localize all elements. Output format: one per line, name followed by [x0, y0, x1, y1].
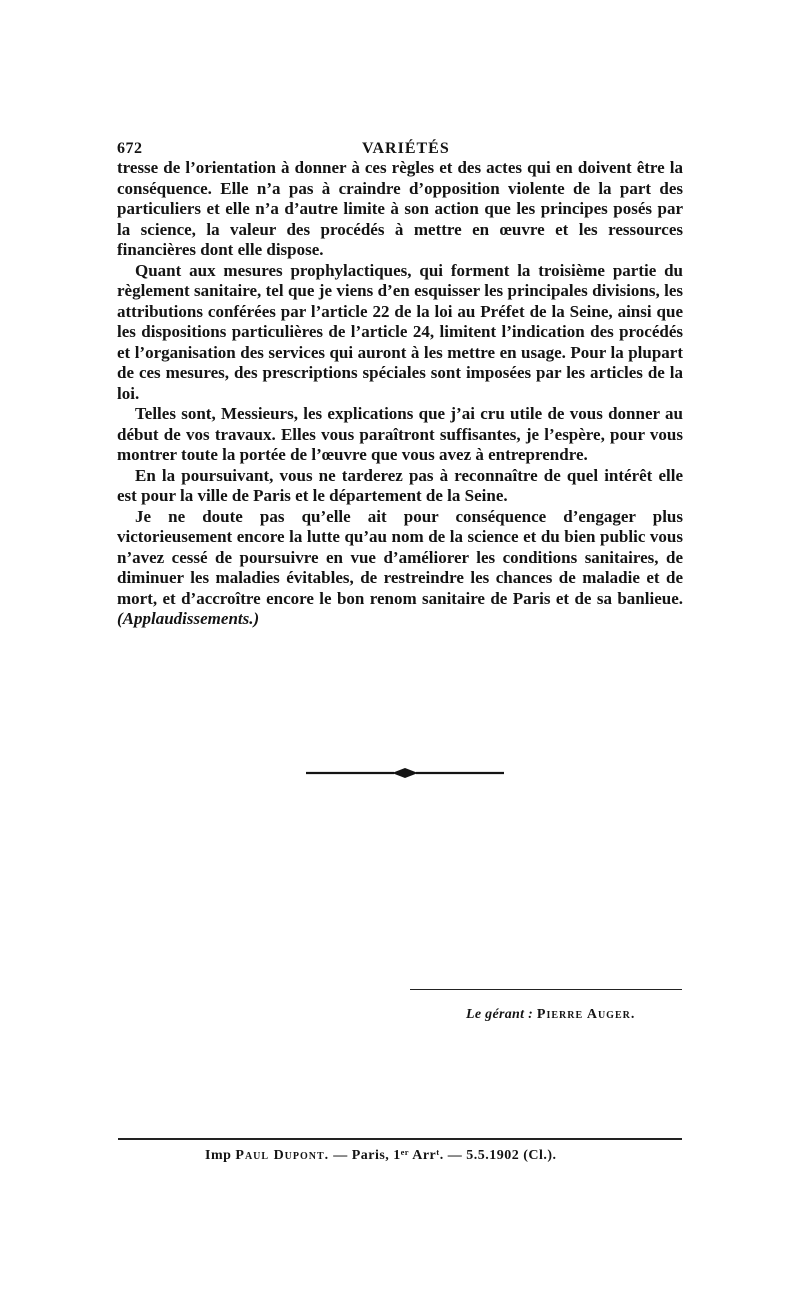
imprint-rule	[118, 1138, 682, 1140]
imprint-printer: Paul Dupont.	[235, 1148, 330, 1163]
signature-label: Le gérant :	[466, 1007, 534, 1022]
running-head: VARIÉTÉS	[362, 140, 450, 157]
paragraph-2: Quant aux mesures prophylactiques, qui forment la troisième partie du règlement sanitaire, tel que je viens d’en esquisser les principales divisions, les attributions conférées par l’article 22 de la loi au Préfet de la Seine, ainsi que les dispositions particulières de l’article 24, limitent l’indication des procédés et l’organisation des services qui auront à les mettre en usage. Pour la plupart de ces mesures, des prescriptions spéciales sont imposées par les articles de la loi.	[117, 260, 683, 403]
paragraph-1: tresse de l’orientation à donner à ces règles et des actes qui en doivent être la conséquence. Elle n’a pas à craindre d’opposition violente de la part des particuliers et elle n’a d’autre limite à son action que les principes posés par la science, la valeur des procédés à mettre en œuvre et les ressources financières dont elle dispose.	[117, 158, 683, 259]
imprint-line	[205, 1148, 557, 1164]
body-text	[117, 158, 683, 630]
paragraph-4: En la poursuivant, vous ne tarderez pas à reconnaître de quel intérêt elle est pour la ville de Paris et le département de la Seine.	[117, 465, 683, 505]
paragraph-5	[117, 507, 683, 630]
signature-line	[466, 1007, 635, 1023]
paragraph-3: Telles sont, Messieurs, les explications que j’ai cru utile de vous donner au début de vos travaux. Elles vous paraîtront suffisantes, je l’espère, pour vous montrer toute la portée de l’œuvre que vous avez à entreprendre.	[117, 404, 683, 464]
page-number: 672	[117, 140, 143, 157]
imprint-details: — Paris, 1ᵉʳ Arrᵗ. — 5.5.1902 (Cl.).	[333, 1148, 557, 1163]
ornament-diamond	[392, 768, 418, 778]
signature-name: Pierre Auger.	[536, 1007, 636, 1022]
applause-text: (Applaudissements.)	[117, 609, 260, 628]
diamond-rule-ornament-icon	[306, 765, 504, 781]
imprint-prefix: Imp	[205, 1148, 232, 1163]
paragraph-5-text: Je ne doute pas qu’elle ait pour conséquence d’engager plus victorieusement encore la lutte qu’au nom de la science et du bien public vous n’avez cessé de poursuivre en vue d’améliorer les conditions sanitaires, de diminuer les maladies évitables, de restreindre les chances de maladie et de mort, et d’accroître encore le bon renom sanitaire de Paris et de sa banlieue.	[117, 506, 683, 608]
signature-rule	[410, 989, 682, 990]
